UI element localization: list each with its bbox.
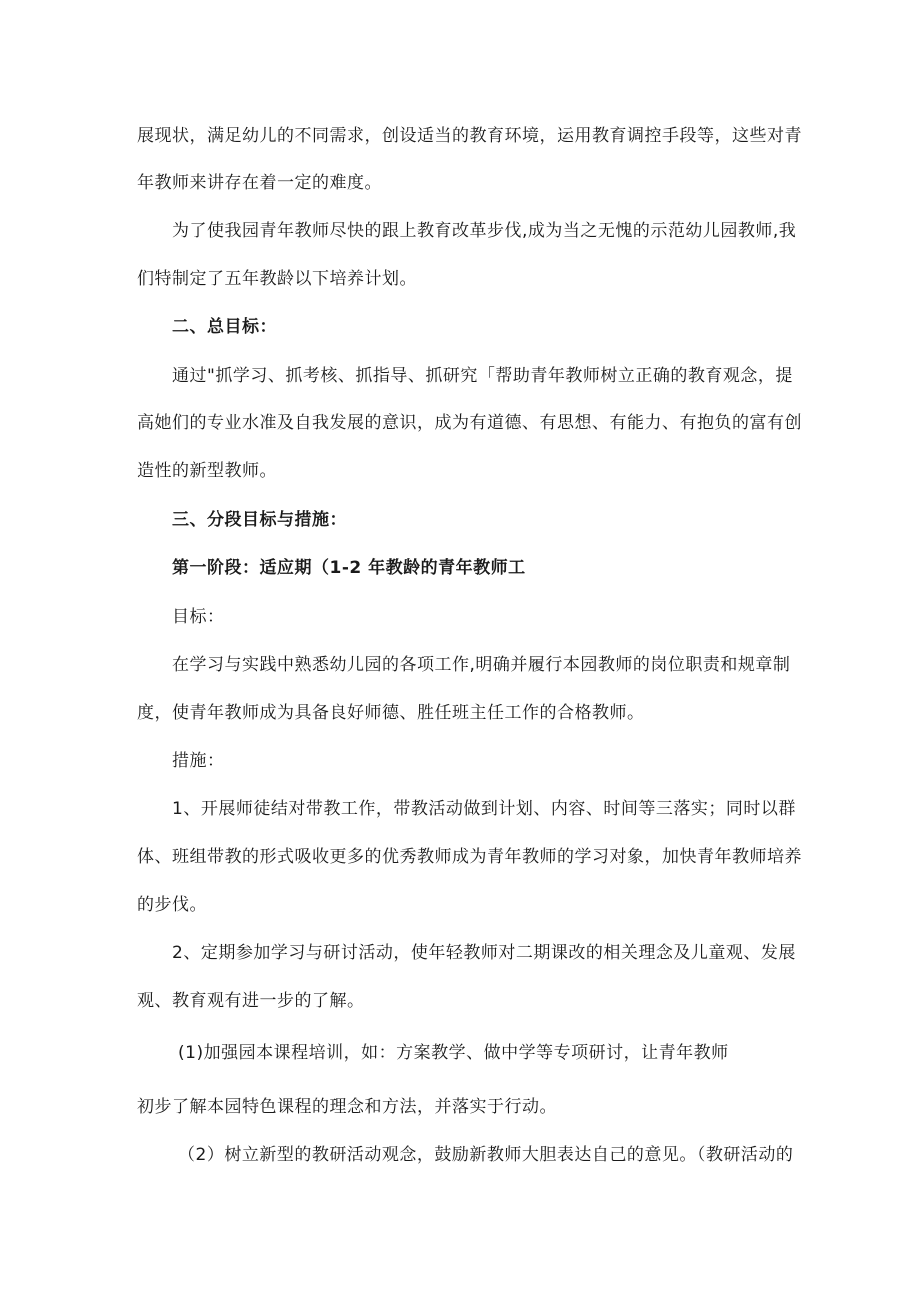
paragraph-line: 观、教育观有进一步的了解。 — [137, 991, 365, 1011]
paragraph-line: 2、定期参加学习与研讨活动，使年轻教师对二期课改的相关理念及儿童观、发展 — [172, 943, 796, 963]
paragraph-line: 的步伐。 — [137, 895, 207, 915]
paragraph-line: 目标： — [172, 607, 225, 627]
paragraph-line: 展现状，满足幼儿的不同需求，创设适当的教育环境，运用教育调控手段等，这些对青 — [137, 126, 802, 146]
paragraph-line: 度，使青年教师成为具备良好师德、胜任班主任工作的合格教师。 — [137, 703, 645, 723]
paragraph-line: 为了使我园青年教师尽快的跟上教育改革步伐,成为当之无愧的示范幼儿园教师,我 — [172, 221, 797, 241]
paragraph-line: 体、班组带教的形式吸收更多的优秀教师成为青年教师的学习对象，加快青年教师培养 — [137, 847, 802, 867]
paragraph-line: 措施： — [172, 751, 225, 771]
section-heading: 三、分段目标与措施： — [172, 510, 347, 530]
paragraph-line: 造性的新型教师。 — [137, 461, 277, 481]
paragraph-line: (1)加强园本课程培训，如：方案教学、做中学等专项研讨，让青年教师 — [178, 1043, 729, 1063]
paragraph-line: 通过"抓学习、抓考核、抓指导、抓研究「帮助青年教师树立正确的教育观念，提 — [172, 366, 793, 386]
paragraph-line: 在学习与实践中熟悉幼儿园的各项工作,明确并履行本园教师的岗位职责和规章制 — [172, 655, 791, 675]
section-heading: 二、总目标： — [172, 317, 277, 337]
paragraph-line: 们特制定了五年教龄以下培养计划。 — [137, 269, 417, 289]
paragraph-line: 年教师来讲存在着一定的难度。 — [137, 173, 382, 193]
paragraph-line: 初步了解本园特色课程的理念和方法，并落实于行动。 — [137, 1097, 557, 1117]
paragraph-line: 高她们的专业水准及自我发展的意识，成为有道德、有思想、有能力、有抱负的富有创 — [137, 413, 802, 433]
paragraph-line: （2）树立新型的教研活动观念，鼓励新教师大胆表达自己的意见。（教研活动的 — [178, 1145, 794, 1165]
stage-heading: 第一阶段：适应期（1-2 年教龄的青年教师工 — [172, 558, 526, 578]
paragraph-line: 1、开展师徒结对带教工作，带教活动做到计划、内容、时间等三落实；同时以群 — [172, 799, 796, 819]
